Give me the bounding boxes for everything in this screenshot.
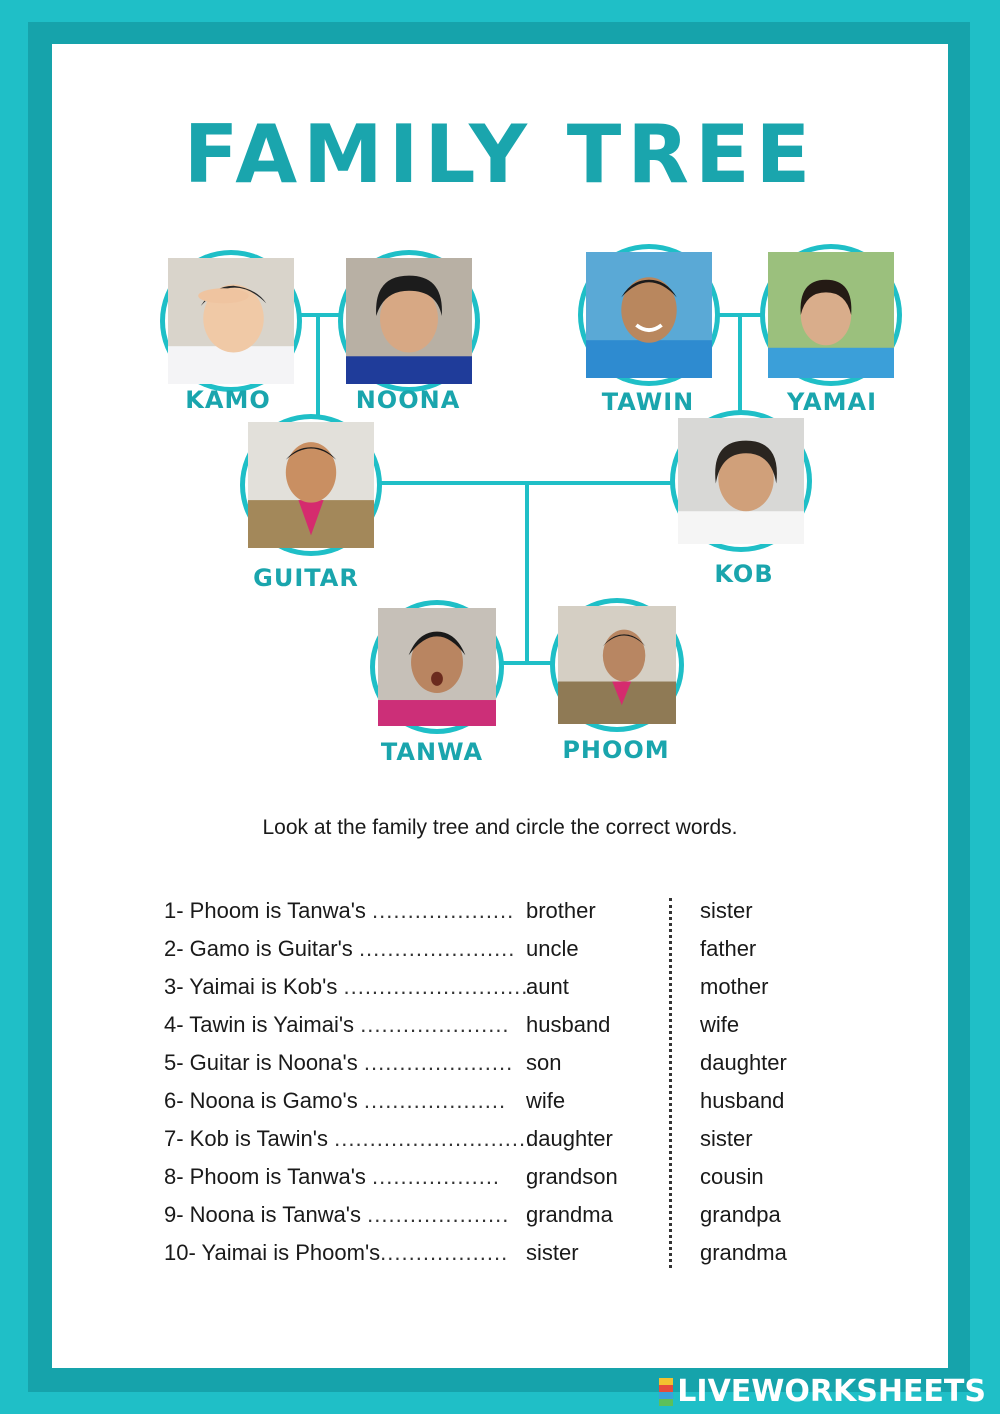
member-name-yamai: YAMAI [786,388,878,416]
answer-option-1[interactable]: uncle [526,936,579,961]
answer-option-1[interactable]: grandma [526,1202,613,1227]
yamai-photo [768,252,894,378]
answer-option-2[interactable]: cousin [700,1164,764,1189]
avatar-phoom [550,598,684,732]
member-name-guitar: GUITAR [253,564,359,592]
member-name-tawin: TAWIN [601,388,695,416]
answer-option-1[interactable]: son [526,1050,562,1075]
options-divider [669,898,672,1268]
answer-option-1[interactable]: aunt [526,974,569,999]
tawin-photo [586,252,712,378]
kob-photo [678,418,804,544]
answer-option-2[interactable]: sister [700,1126,753,1151]
member-name-kob: KOB [714,560,774,588]
question-text: 5- Guitar is Noona's ..................... [164,1050,514,1075]
answer-option-2[interactable]: mother [700,974,769,999]
instruction-text: Look at the family tree and circle the correct words. [262,816,738,839]
avatar-tanwa [370,600,504,734]
question-text: 7- Kob is Tawin's ............................ [164,1126,534,1151]
question-text: 8- Phoom is Tanwa's .................. [164,1164,501,1189]
answer-option-1[interactable]: sister [526,1240,579,1265]
kamo-photo [168,258,294,384]
avatar-guitar [240,414,382,556]
question-text: 10- Yaimai is Phoom's.................. [164,1240,509,1265]
page-title: FAMILY TREE [183,108,817,201]
question-text: 3- Yaimai is Kob's .......................... [164,974,529,999]
question-text: 9- Noona is Tanwa's .................... [164,1202,510,1227]
avatar-tawin [578,244,720,386]
member-name-kamo: KAMO [185,386,271,414]
answer-option-2[interactable]: wife [700,1012,740,1037]
answer-option-2[interactable]: father [700,936,757,961]
answer-option-1[interactable]: brother [526,898,596,923]
question-text: 1- Phoom is Tanwa's .................... [164,898,515,923]
question-text: 4- Tawin is Yaimai's ..................... [164,1012,510,1037]
noona-photo [346,258,472,384]
avatar-kob [670,410,812,552]
answer-option-2[interactable]: daughter [700,1050,787,1075]
answer-option-2[interactable]: grandma [700,1240,787,1265]
avatar-yamai [760,244,902,386]
brand-text: LIVEWORKSHEETS [677,1374,986,1409]
answer-option-2[interactable]: husband [700,1088,785,1113]
member-name-tanwa: TANWA [380,738,484,766]
answer-option-1[interactable]: husband [526,1012,611,1037]
answer-option-2[interactable]: sister [700,898,753,923]
phoom-photo [558,606,676,724]
brand-watermark [659,1374,986,1409]
guitar-photo [248,422,374,548]
avatar-kamo [160,250,302,392]
tanwa-photo [378,608,496,726]
answer-option-1[interactable]: grandson [526,1164,618,1189]
member-name-phoom: PHOOM [562,736,670,764]
member-name-noona: NOONA [355,386,461,414]
liveworksheets-logo-icon [659,1378,673,1406]
question-text: 2- Gamo is Guitar's ...................... [164,936,516,961]
answer-option-1[interactable]: daughter [526,1126,613,1151]
avatar-noona [338,250,480,392]
answer-option-2[interactable]: grandpa [700,1202,781,1227]
answer-option-1[interactable]: wife [526,1088,566,1113]
question-text: 6- Noona is Gamo's .................... [164,1088,507,1113]
